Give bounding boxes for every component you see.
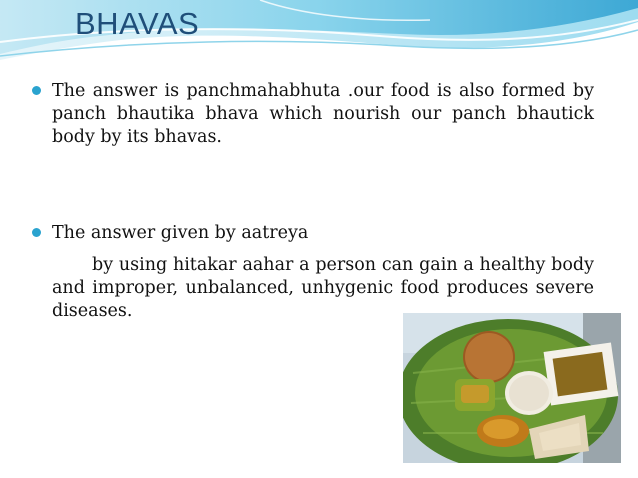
food-plate-photo [403, 313, 621, 463]
bullet-item [32, 222, 594, 245]
bullet-text: The answer given by aatreya [52, 223, 309, 243]
bullet-text: The answer is panchmahabhuta .our food is also formed by panch bhautika bhava which nourish our panch bhautick body by its bhavas. [52, 81, 594, 147]
bullet-dot-icon [32, 86, 41, 95]
bullet-dot-icon [32, 228, 41, 237]
bullet-item [32, 80, 594, 149]
sub-paragraph: by using hitakar aahar a person can gain a healthy body and improper, unbalanced, unhygenic food produces severe diseases. [52, 255, 594, 321]
slide-title: BHAVAS [75, 6, 200, 41]
